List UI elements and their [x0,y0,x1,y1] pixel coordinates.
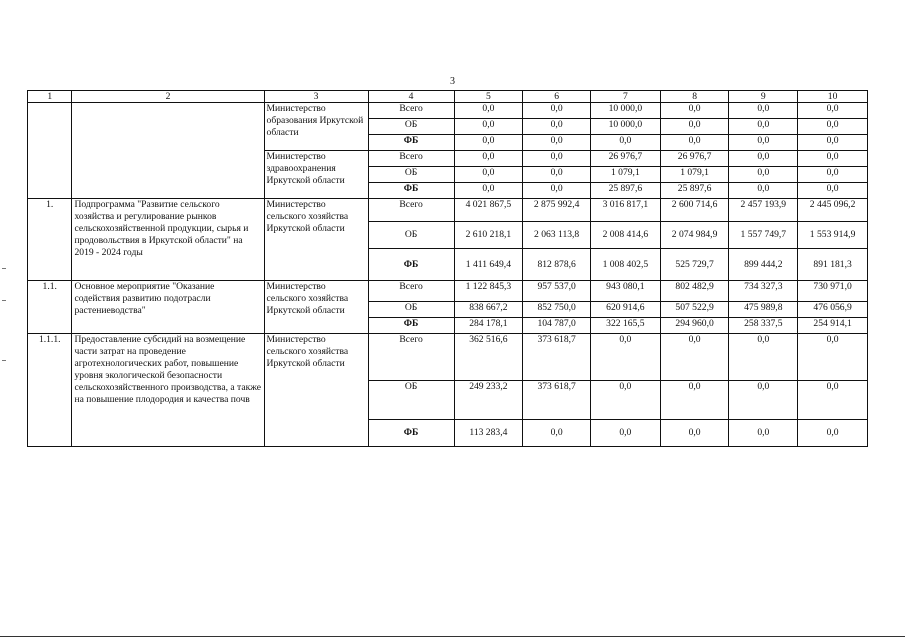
value-cell: 373 618,7 [523,334,591,381]
value-cell: 899 444,2 [729,249,798,281]
value-cell: 620 914,6 [590,302,660,318]
value-cell: 2 457 193,9 [729,199,798,222]
row-index: 1. [28,199,72,281]
value-cell: 26 976,7 [660,151,729,167]
value-cell: 0,0 [798,183,868,199]
funding-source: ФБ [368,420,454,447]
value-cell: 0,0 [798,119,868,135]
value-cell: 0,0 [523,167,591,183]
budget-table [27,90,868,447]
value-cell: 0,0 [523,183,591,199]
value-cell: 0,0 [798,167,868,183]
funding-source: Всего [368,151,454,167]
value-cell: 373 618,7 [523,381,591,420]
value-cell: 0,0 [454,119,523,135]
value-cell: 734 327,3 [729,281,798,302]
value-cell: 2 875 992,4 [523,199,591,222]
scan-mark [2,268,6,269]
value-cell: 525 729,7 [660,249,729,281]
funding-source: ФБ [368,249,454,281]
value-cell: 4 021 867,5 [454,199,523,222]
funding-source: ФБ [368,318,454,334]
value-cell: 1 122 845,3 [454,281,523,302]
row-name: Предоставление субсидий на возмещение части затрат на проведение агротехнологических работ, повышение уровня экологической безопасности сельскохозяйственного производства, а также на повышение плодородия и качества почв [72,334,264,447]
row-name [72,103,264,199]
row-name: Подпрограмма "Развитие сельского хозяйства и регулирование рынков сельскохозяйственной продукции, сырья и продовольствия в Иркутской области" на 2019 - 2024 годы [72,199,264,281]
row-index: 1.1. [28,281,72,334]
value-cell: 1 553 914,9 [798,222,868,249]
value-cell: 730 971,0 [798,281,868,302]
value-cell: 1 008 402,5 [590,249,660,281]
table-row [28,334,868,381]
value-cell: 0,0 [798,420,868,447]
scan-mark [2,300,6,301]
funding-source: ОБ [368,167,454,183]
column-number: 3 [264,91,368,103]
value-cell: 0,0 [523,119,591,135]
column-number: 5 [454,91,523,103]
column-number-row [28,91,868,103]
value-cell: 294 960,0 [660,318,729,334]
column-number: 2 [72,91,264,103]
value-cell: 0,0 [660,103,729,119]
value-cell: 25 897,6 [590,183,660,199]
executor-cell: Министерство сельского хозяйства Иркутской области [264,281,368,334]
value-cell: 3 016 817,1 [590,199,660,222]
column-number: 7 [590,91,660,103]
value-cell: 957 537,0 [523,281,591,302]
column-number: 8 [660,91,729,103]
funding-source: ФБ [368,183,454,199]
value-cell: 104 787,0 [523,318,591,334]
column-number: 1 [28,91,72,103]
value-cell: 0,0 [454,151,523,167]
executor-cell: Министерство образования Иркутской области [264,103,368,151]
row-index [28,103,72,199]
table-row [28,281,868,302]
value-cell: 852 750,0 [523,302,591,318]
value-cell: 0,0 [454,135,523,151]
value-cell: 0,0 [729,119,798,135]
value-cell: 475 989,8 [729,302,798,318]
value-cell: 812 878,6 [523,249,591,281]
table-row [28,199,868,222]
page-number: 3 [450,76,455,87]
value-cell: 0,0 [798,381,868,420]
scan-mark [2,360,6,361]
value-cell: 0,0 [660,135,729,151]
value-cell: 0,0 [590,334,660,381]
funding-source: Всего [368,103,454,119]
value-cell: 2 063 113,8 [523,222,591,249]
value-cell: 0,0 [798,135,868,151]
funding-source: Всего [368,199,454,222]
value-cell: 0,0 [798,334,868,381]
value-cell: 0,0 [523,103,591,119]
executor-cell: Министерство сельского хозяйства Иркутской области [264,334,368,447]
value-cell: 891 181,3 [798,249,868,281]
value-cell: 0,0 [729,334,798,381]
value-cell: 2 074 984,9 [660,222,729,249]
value-cell: 0,0 [798,103,868,119]
value-cell: 0,0 [660,119,729,135]
value-cell: 1 411 649,4 [454,249,523,281]
value-cell: 0,0 [454,183,523,199]
value-cell: 10 000,0 [590,119,660,135]
funding-source: ОБ [368,222,454,249]
value-cell: 10 000,0 [590,103,660,119]
row-index: 1.1.1. [28,334,72,447]
value-cell: 0,0 [729,103,798,119]
funding-source: ОБ [368,119,454,135]
value-cell: 507 522,9 [660,302,729,318]
value-cell: 0,0 [523,151,591,167]
value-cell: 2 600 714,6 [660,199,729,222]
value-cell: 0,0 [798,151,868,167]
value-cell: 2 610 218,1 [454,222,523,249]
column-number: 10 [798,91,868,103]
value-cell: 0,0 [523,420,591,447]
value-cell: 802 482,9 [660,281,729,302]
value-cell: 0,0 [729,167,798,183]
value-cell: 0,0 [454,167,523,183]
table-row [28,103,868,119]
funding-source: Всего [368,281,454,302]
value-cell: 943 080,1 [590,281,660,302]
value-cell: 258 337,5 [729,318,798,334]
value-cell: 26 976,7 [590,151,660,167]
value-cell: 0,0 [729,135,798,151]
column-number: 4 [368,91,454,103]
value-cell: 838 667,2 [454,302,523,318]
value-cell: 0,0 [590,135,660,151]
value-cell: 0,0 [729,420,798,447]
value-cell: 1 079,1 [590,167,660,183]
value-cell: 2 008 414,6 [590,222,660,249]
value-cell: 322 165,5 [590,318,660,334]
funding-source: ФБ [368,135,454,151]
column-number: 9 [729,91,798,103]
value-cell: 2 445 096,2 [798,199,868,222]
value-cell: 1 557 749,7 [729,222,798,249]
value-cell: 284 178,1 [454,318,523,334]
value-cell: 476 056,9 [798,302,868,318]
value-cell: 0,0 [590,420,660,447]
value-cell: 0,0 [729,183,798,199]
executor-cell: Министерство здравоохранения Иркутской области [264,151,368,199]
executor-cell: Министерство сельского хозяйства Иркутской области [264,199,368,281]
value-cell: 0,0 [729,151,798,167]
value-cell: 0,0 [523,135,591,151]
value-cell: 25 897,6 [660,183,729,199]
value-cell: 0,0 [454,103,523,119]
value-cell: 254 914,1 [798,318,868,334]
funding-source: ОБ [368,302,454,318]
value-cell: 1 079,1 [660,167,729,183]
value-cell: 0,0 [660,420,729,447]
value-cell: 362 516,6 [454,334,523,381]
row-name: Основное мероприятие "Оказание содействия развитию подотрасли растениеводства" [72,281,264,334]
value-cell: 0,0 [590,381,660,420]
value-cell: 113 283,4 [454,420,523,447]
value-cell: 0,0 [660,334,729,381]
funding-source: ОБ [368,381,454,420]
column-number: 6 [523,91,591,103]
scan-edge-line [0,636,905,637]
value-cell: 249 233,2 [454,381,523,420]
value-cell: 0,0 [729,381,798,420]
value-cell: 0,0 [660,381,729,420]
funding-source: Всего [368,334,454,381]
